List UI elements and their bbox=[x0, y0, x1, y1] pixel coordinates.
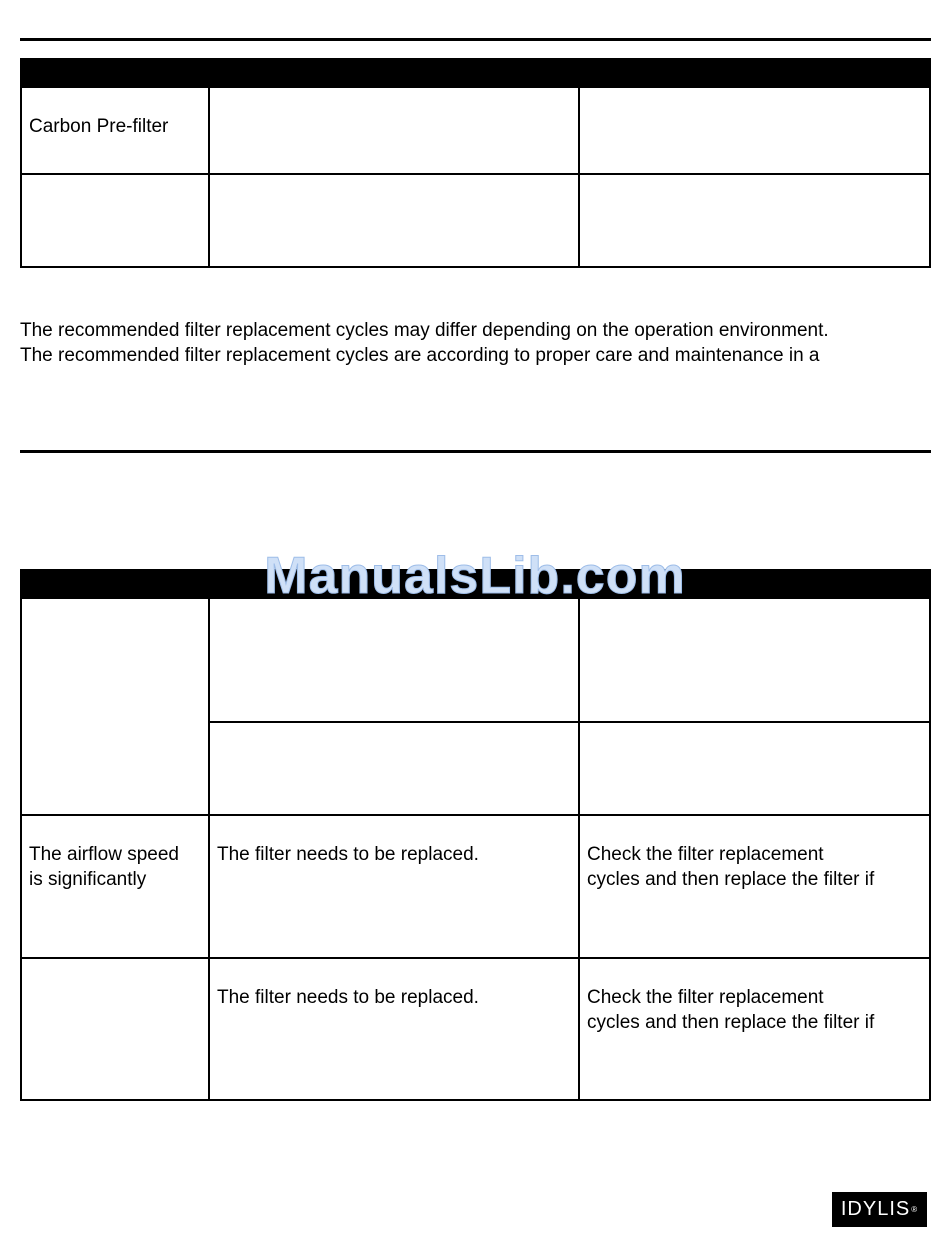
note-line: The recommended filter replacement cycles may differ depending on the operation environment. bbox=[20, 320, 829, 341]
cell-text: The airflow speed bbox=[29, 844, 179, 865]
cell-text: Check the filter replacement bbox=[587, 987, 824, 1008]
cell-text: cycles and then replace the filter if bbox=[587, 1012, 875, 1033]
table-cell bbox=[22, 175, 210, 266]
cell-text: Carbon Pre-filter bbox=[29, 116, 169, 137]
cell-text: The filter needs to be replaced. bbox=[217, 844, 479, 865]
merged-cell-group bbox=[210, 599, 929, 814]
troubleshooting-table bbox=[20, 569, 931, 1101]
table-cell bbox=[580, 88, 929, 173]
note-line: The recommended filter replacement cycles are according to proper care and maintenance in a bbox=[20, 344, 820, 366]
brand-logo bbox=[832, 1192, 927, 1227]
brand-logo-text: IDYLIS bbox=[840, 1198, 911, 1220]
table-cell bbox=[580, 816, 929, 957]
table-cell bbox=[580, 599, 929, 721]
table-subrow bbox=[210, 599, 929, 721]
table-cell bbox=[210, 959, 580, 1099]
table-cell bbox=[210, 175, 580, 266]
cell-text: cycles and then replace the filter if bbox=[587, 869, 875, 890]
cell-text: The filter needs to be replaced. bbox=[217, 987, 479, 1008]
table-cell bbox=[580, 723, 929, 814]
table-subrow bbox=[210, 721, 929, 814]
top-rule bbox=[20, 38, 931, 41]
table-cell bbox=[22, 599, 210, 814]
replacement-notes bbox=[20, 319, 931, 368]
cell-text: is significantly bbox=[29, 869, 147, 890]
table-cell bbox=[210, 816, 580, 957]
table-row bbox=[22, 173, 929, 266]
table-cell bbox=[210, 723, 580, 814]
section-rule bbox=[20, 450, 931, 453]
filter-table-header bbox=[22, 58, 929, 88]
filter-table bbox=[20, 58, 931, 268]
table-cell bbox=[210, 88, 580, 173]
table-row bbox=[22, 88, 929, 173]
table-cell bbox=[580, 175, 929, 266]
table-row bbox=[22, 599, 929, 814]
table-row bbox=[22, 957, 929, 1099]
registered-mark: ® bbox=[911, 1205, 919, 1214]
table-row bbox=[22, 814, 929, 957]
watermark: ManualsLib.com bbox=[264, 547, 686, 605]
cell-text: Check the filter replacement bbox=[587, 844, 824, 865]
table-cell bbox=[22, 816, 210, 957]
table-cell bbox=[22, 959, 210, 1099]
table-cell bbox=[580, 959, 929, 1099]
table-cell bbox=[210, 599, 580, 721]
table-cell bbox=[22, 88, 210, 173]
